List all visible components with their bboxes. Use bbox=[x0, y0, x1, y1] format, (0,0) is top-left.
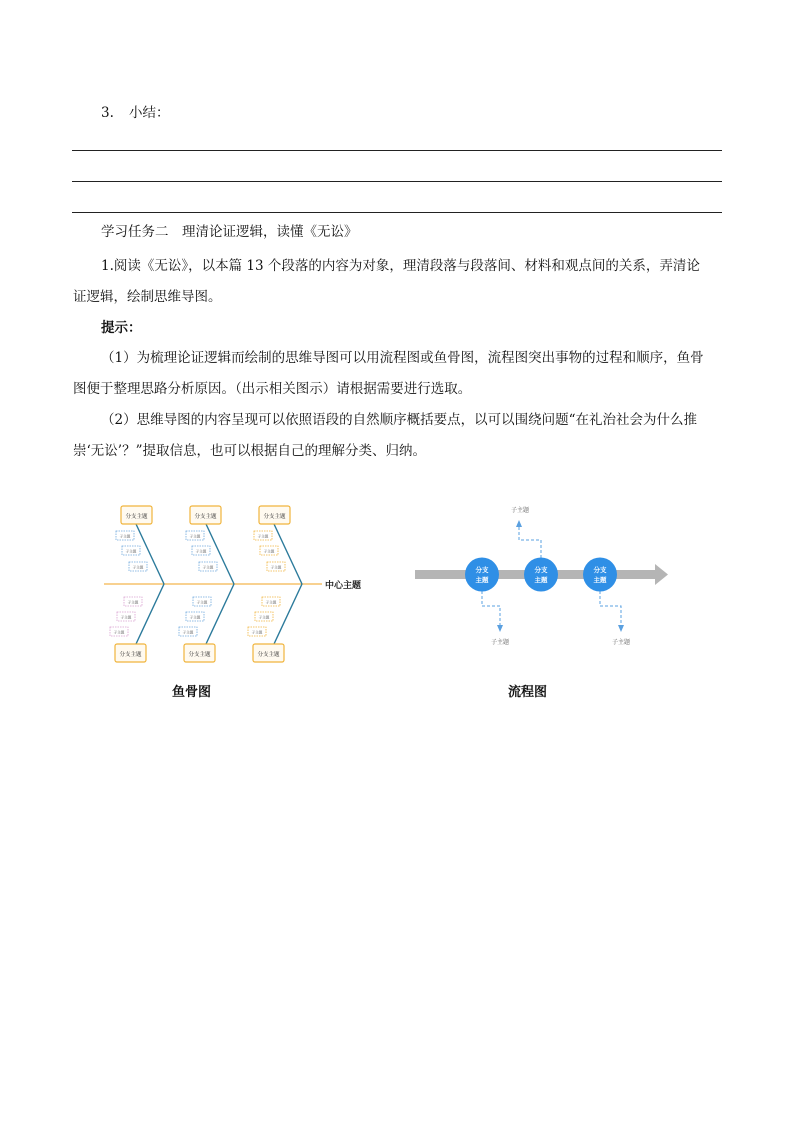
fishbone-sub-label: 子主题 bbox=[196, 600, 208, 605]
answer-line-2 bbox=[72, 181, 722, 182]
flow-connector-down bbox=[482, 591, 500, 626]
hint-1-line-2: 图便于整理思路分析原因。（出示相关图示）请根据需要进行选取。 bbox=[73, 381, 472, 397]
svg-text:分支主题: 分支主题 bbox=[257, 652, 280, 658]
fishbone-sub-label: 子主题 bbox=[125, 549, 137, 554]
flow-sub-label: 子主题 bbox=[611, 639, 631, 646]
fishbone-sub-label: 子主题 bbox=[265, 600, 277, 605]
svg-text:分支: 分支 bbox=[534, 566, 548, 574]
fishbone-sub-label: 子主题 bbox=[189, 534, 201, 539]
flow-connector-down bbox=[600, 591, 621, 626]
fishbone-diagram bbox=[100, 500, 370, 670]
flow-node bbox=[583, 558, 617, 592]
fishbone-sub-label: 子主题 bbox=[202, 565, 214, 570]
fishbone-sub-label: 子主题 bbox=[132, 565, 144, 570]
answer-line-3 bbox=[72, 212, 722, 213]
flow-connector-arrowhead bbox=[497, 625, 503, 632]
fishbone-sub-label: 子主题 bbox=[120, 615, 132, 620]
flow-diagram bbox=[410, 498, 675, 658]
fishbone-sub-label: 子主题 bbox=[182, 630, 194, 635]
fishbone-center-topic: 中心主题 bbox=[325, 581, 362, 591]
fishbone-sub-label: 子主题 bbox=[195, 549, 207, 554]
section-3-label: 小结： bbox=[129, 105, 170, 121]
fishbone-sub-label: 子主题 bbox=[251, 630, 263, 635]
task-2-title: 学习任务二 理清论证逻辑，读懂《无讼》 bbox=[101, 224, 358, 240]
fishbone-branch-box bbox=[184, 644, 215, 662]
fishbone-caption: 鱼骨图 bbox=[172, 685, 212, 700]
item-1-line-1: 1.阅读《无讼》，以本篇 13 个段落的内容为对象，理清段落与段落间、材料和观点间的关系，弄清论 bbox=[101, 258, 700, 274]
svg-text:分支: 分支 bbox=[475, 566, 489, 574]
fishbone-sub-label: 子主题 bbox=[113, 630, 125, 635]
svg-text:分支: 分支 bbox=[593, 566, 607, 574]
svg-text:分支主题: 分支主题 bbox=[194, 514, 217, 520]
fishbone-sub-label: 子主题 bbox=[119, 534, 131, 539]
fishbone-branch-box bbox=[253, 644, 284, 662]
fishbone-sub-label: 子主题 bbox=[127, 600, 139, 605]
fishbone-bone bbox=[206, 584, 234, 644]
fishbone-branch-box bbox=[259, 506, 290, 524]
flow-connector-arrowhead bbox=[516, 520, 522, 527]
fishbone-sub-label: 子主题 bbox=[263, 549, 275, 554]
fishbone-branch-box bbox=[190, 506, 221, 524]
flow-sub-label: 子主题 bbox=[490, 639, 510, 646]
svg-text:分支主题: 分支主题 bbox=[188, 652, 211, 658]
hint-label: 提示： bbox=[101, 320, 142, 336]
fishbone-sub-label: 子主题 bbox=[258, 615, 270, 620]
fishbone-sub-label: 子主题 bbox=[189, 615, 201, 620]
fishbone-sub-label: 子主题 bbox=[257, 534, 269, 539]
svg-text:主题: 主题 bbox=[534, 576, 548, 584]
svg-text:主题: 主题 bbox=[593, 576, 607, 584]
answer-line-1 bbox=[72, 150, 722, 151]
item-1-line-2: 证逻辑，绘制思维导图。 bbox=[73, 289, 222, 305]
svg-text:分支主题: 分支主题 bbox=[125, 514, 148, 520]
fishbone-bone bbox=[274, 584, 302, 644]
hint-2-line-2: 崇‘无讼’？”提取信息，也可以根据自己的理解分类、归纳。 bbox=[73, 443, 426, 459]
fishbone-branch-box bbox=[121, 506, 152, 524]
fishbone-bone bbox=[136, 584, 164, 644]
hint-1-line-1: （1）为梳理论证逻辑而绘制的思维导图可以用流程图或鱼骨图，流程图突出事物的过程和顺序，鱼骨 bbox=[101, 350, 704, 366]
fishbone-branch-box bbox=[115, 644, 146, 662]
flow-connector-arrowhead bbox=[618, 625, 624, 632]
flow-node bbox=[465, 558, 499, 592]
section-3-number: 3. bbox=[101, 105, 114, 121]
flow-sub-label: 子主题 bbox=[510, 507, 530, 514]
svg-text:主题: 主题 bbox=[475, 576, 489, 584]
svg-text:分支主题: 分支主题 bbox=[263, 514, 286, 520]
flow-connector-up bbox=[519, 526, 541, 558]
svg-text:分支主题: 分支主题 bbox=[119, 652, 142, 658]
hint-2-line-1: （2）思维导图的内容呈现可以依照语段的自然顺序概括要点，以可以围绕问题“在礼治社会为什么推 bbox=[101, 412, 697, 428]
flow-caption: 流程图 bbox=[508, 685, 548, 700]
flow-arrow-head bbox=[655, 564, 668, 585]
flow-node bbox=[524, 558, 558, 592]
fishbone-sub-label: 子主题 bbox=[270, 565, 282, 570]
